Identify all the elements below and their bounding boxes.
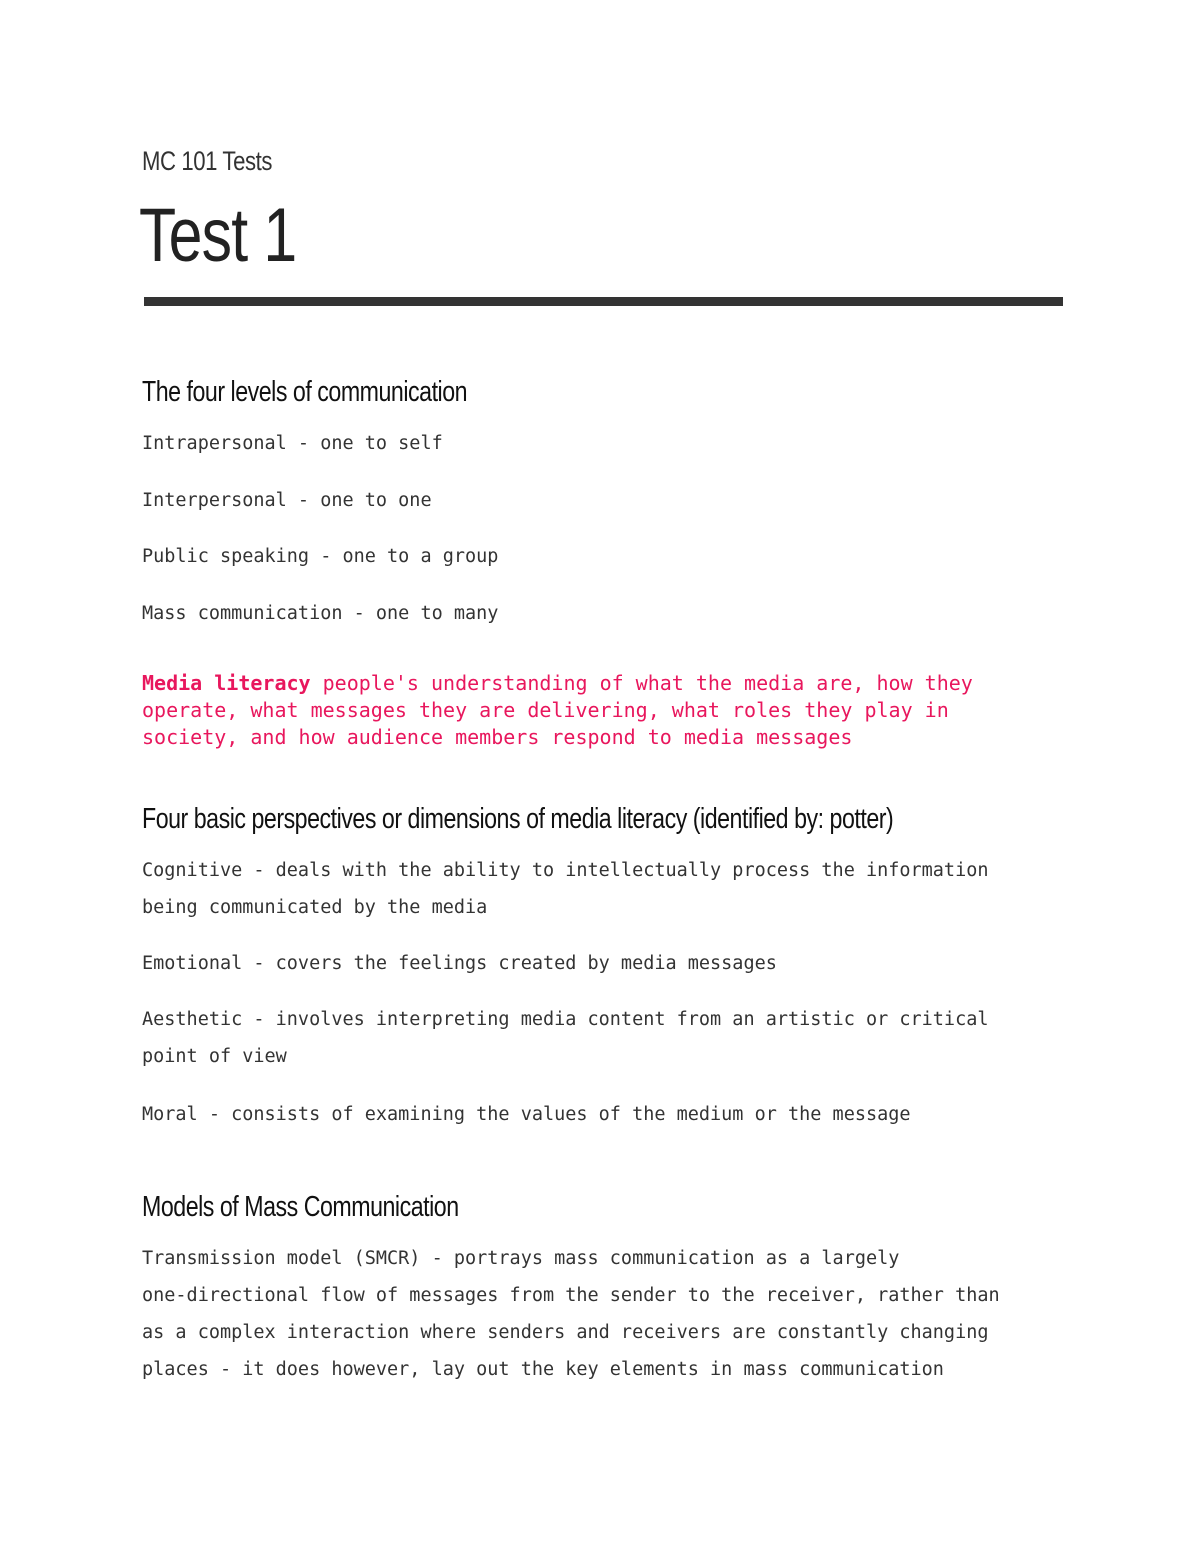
document-subtitle: MC 101 Tests <box>142 146 273 176</box>
title-divider <box>144 297 1063 306</box>
definition-line-3: society, and how audience members respond to media messages <box>142 725 853 749</box>
level-item-intrapersonal: Intrapersonal - one to self <box>142 433 443 454</box>
perspective-item-aesthetic: Aesthetic - involves interpreting media content from an artistic or critical point of view <box>142 1009 989 1067</box>
level-item-public-speaking: Public speaking - one to a group <box>142 546 499 567</box>
perspective-item-moral: Moral - consists of examining the values of the medium or the message <box>142 1104 911 1125</box>
perspective-item-emotional: Emotional - covers the feelings created by media messages <box>142 953 777 974</box>
document-title: Test 1 <box>139 193 297 278</box>
media-literacy-definition <box>142 670 973 751</box>
heading-models: Models of Mass Communication <box>142 1191 459 1223</box>
heading-perspectives: Four basic perspectives or dimensions of media literacy (identified by: potter) <box>142 803 894 835</box>
media-literacy-term: Media literacy <box>142 671 311 695</box>
transmission-model-paragraph: Transmission model (SMCR) - portrays mass communication as a largely one-directional flow of messages from the sender to the receiver, rather than as a complex interaction where senders and receivers are constantly changing places - it does however, lay out the key elements in mass communication <box>142 1248 1000 1380</box>
level-item-mass-communication: Mass communication - one to many <box>142 603 499 624</box>
level-item-interpersonal: Interpersonal - one to one <box>142 490 432 511</box>
heading-four-levels: The four levels of communication <box>142 376 468 408</box>
definition-line-2: operate, what messages they are delivering, what roles they play in <box>142 698 949 722</box>
definition-line-1: people's understanding of what the media are, how they <box>310 671 973 695</box>
perspective-item-cognitive: Cognitive - deals with the ability to intellectually process the information being communicated by the media <box>142 860 989 918</box>
